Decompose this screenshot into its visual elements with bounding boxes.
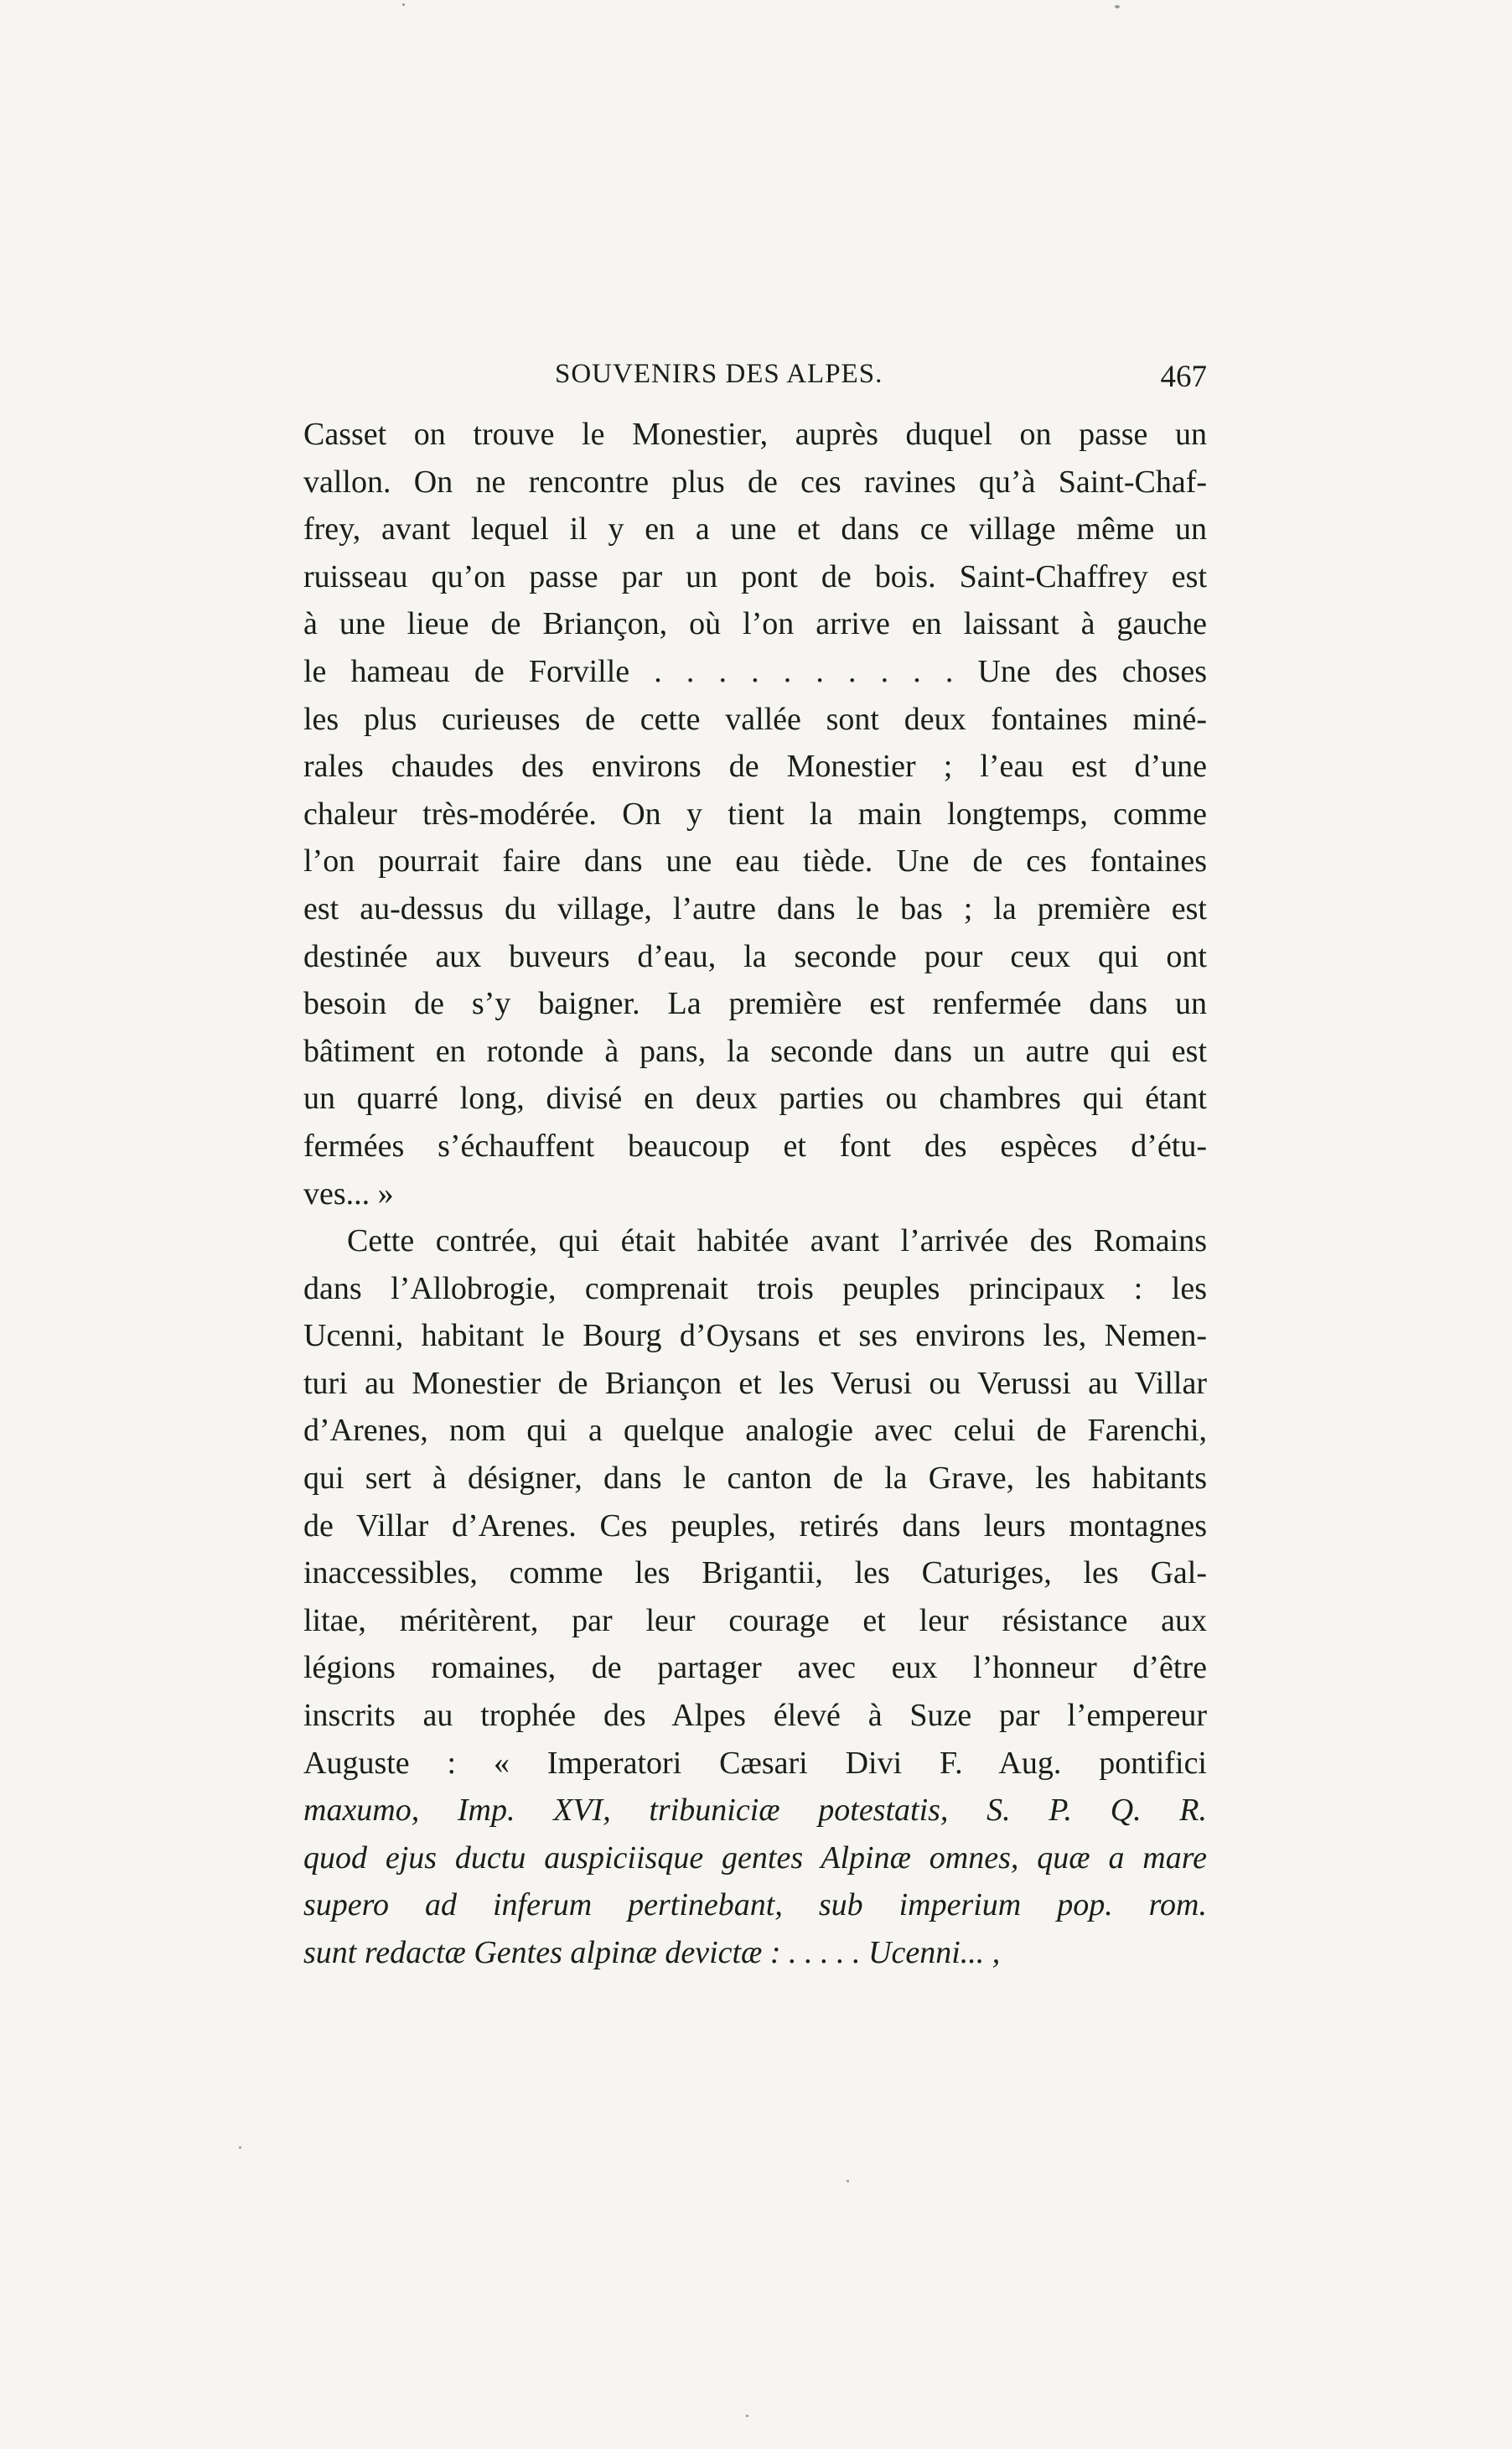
- page-number: 467: [1160, 360, 1207, 394]
- text-line: qui sert à désigner, dans le canton de la Grave, les habitants: [303, 1461, 1207, 1497]
- latin-inscription-line: supero ad inferum pertinebant, sub imperium pop. rom.: [303, 1887, 1207, 1923]
- text-line: l’on pourrait faire dans une eau tiède. Une de ces fontaines: [303, 843, 1207, 879]
- text-line: Casset on trouve le Monestier, auprès duquel on passe un: [303, 417, 1207, 452]
- latin-inscription-line: quod ejus ductu auspiciisque gentes Alpinæ omnes, quæ a mare: [303, 1839, 1207, 1876]
- text-line: rales chaudes des environs de Monestier ; l’eau est d’une: [303, 749, 1207, 785]
- paper-speck: [239, 2146, 241, 2149]
- text-line: est au-dessus du village, l’autre dans le bas ; la première est: [303, 890, 1207, 926]
- latin-inscription-line: maxumo, Imp. XVI, tribuniciæ potestatis, S. P. Q. R.: [303, 1793, 1207, 1829]
- running-title: SOUVENIRS DES ALPES.: [555, 359, 883, 389]
- paper-speck: [402, 3, 405, 6]
- text-line: ruisseau qu’on passe par un pont de bois. Saint-Chaffrey est: [303, 558, 1207, 594]
- text-line: à une lieue de Briançon, où l’on arrive en laissant à gauche: [303, 606, 1207, 642]
- paper-speck: [746, 2415, 748, 2417]
- text-line: le hameau de Forville . . . . . . . . . . Une des choses: [303, 653, 1207, 689]
- text-line: vallon. On ne rencontre plus de ces ravines qu’à Saint-Chaf-: [303, 464, 1207, 500]
- text-line: turi au Monestier de Briançon et les Verusi ou Verussi au Villar: [303, 1365, 1207, 1401]
- text-line: Ucenni, habitant le Bourg d’Oysans et ses environs les, Nemen-: [303, 1318, 1207, 1354]
- paragraph-start-line: Cette contrée, qui était habitée avant l’arrivée des Romains: [347, 1223, 1207, 1259]
- text-line: litae, méritèrent, par leur courage et leur résistance aux: [303, 1602, 1207, 1638]
- text-line: frey, avant lequel il y en a une et dans ce village même un: [303, 511, 1207, 547]
- text-line: de Villar d’Arenes. Ces peuples, retirés dans leurs montagnes: [303, 1507, 1207, 1544]
- body-text: [303, 411, 1207, 1977]
- text-line: dans l’Allobrogie, comprenait trois peuples principaux : les: [303, 1270, 1207, 1306]
- latin-inscription-line: sunt redactæ Gentes alpinæ devictæ : . . . . . Ucenni... ,: [303, 1935, 1001, 1970]
- text-line: un quarré long, divisé en deux parties ou chambres qui étant: [303, 1081, 1207, 1117]
- paper-speck: [1115, 5, 1120, 8]
- text-line: les plus curieuses de cette vallée sont deux fontaines miné-: [303, 701, 1207, 737]
- running-head: [303, 359, 1207, 401]
- text-line: Auguste : « Imperatori Cæsari Divi F. Aug. pontifici: [303, 1745, 1207, 1781]
- text-line: chaleur très-modérée. On y tient la main longtemps, comme: [303, 796, 1207, 832]
- text-line: bâtiment en rotonde à pans, la seconde dans un autre qui est: [303, 1033, 1207, 1069]
- text-line: ves... »: [303, 1175, 394, 1212]
- text-line: besoin de s’y baigner. La première est renfermée dans un: [303, 986, 1207, 1022]
- text-line: inaccessibles, comme les Brigantii, les Caturiges, les Gal-: [303, 1555, 1207, 1591]
- paper-speck: [847, 2180, 849, 2182]
- text-line: fermées s’échauffent beaucoup et font des espèces d’étu-: [303, 1128, 1207, 1164]
- text-line: d’Arenes, nom qui a quelque analogie avec celui de Farenchi,: [303, 1413, 1207, 1449]
- text-line: inscrits au trophée des Alpes élevé à Suze par l’empereur: [303, 1698, 1207, 1734]
- text-line: légions romaines, de partager avec eux l’honneur d’être: [303, 1650, 1207, 1686]
- text-line: destinée aux buveurs d’eau, la seconde pour ceux qui ont: [303, 938, 1207, 974]
